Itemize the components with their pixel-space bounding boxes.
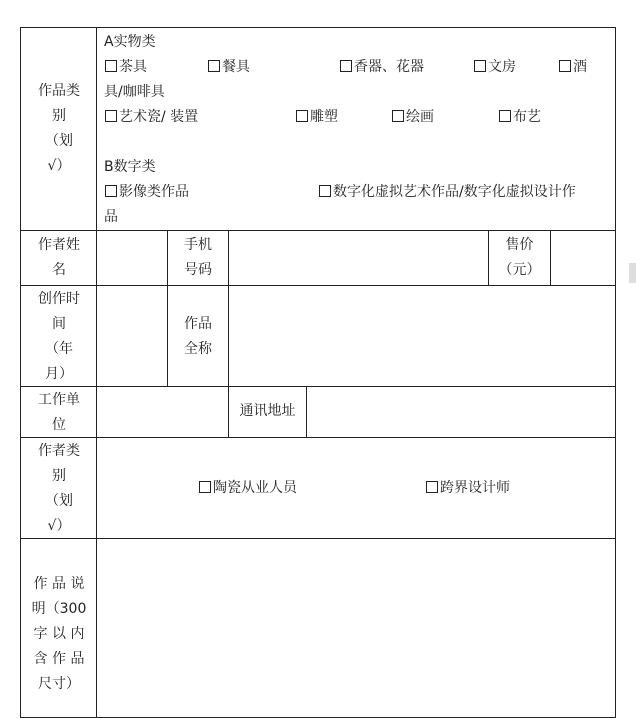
checkbox-icon — [392, 110, 404, 122]
group-b-title: B数字类 — [104, 159, 156, 175]
option-tea-set[interactable]: 茶具 — [105, 55, 147, 80]
author-type-label-cell — [20, 437, 97, 539]
option-crossover-designer[interactable]: 跨界设计师 — [426, 476, 510, 501]
option-ceramic-practitioner[interactable]: 陶瓷从业人员 — [199, 476, 297, 501]
option-tableware[interactable]: 餐具 — [208, 55, 250, 80]
author-type-label: 作者类 别 （划 √） — [38, 443, 80, 534]
checkbox-icon — [199, 481, 211, 493]
option-wine[interactable]: 酒 — [559, 55, 587, 80]
category-label: 作品类 别 （划 √） — [38, 83, 80, 174]
group-a-title: A实物类 — [104, 34, 156, 50]
address-input[interactable] — [306, 386, 616, 438]
scrollbar-marker — [629, 263, 636, 283]
description-input[interactable] — [96, 538, 616, 718]
creation-time-label: 创作时 间 （年 月） — [38, 291, 80, 382]
checkbox-icon — [474, 60, 486, 72]
checkbox-icon — [208, 60, 220, 72]
option-digital-virtual[interactable]: 数字化虚拟艺术作品/数字化虚拟设计作 — [319, 180, 576, 205]
option-painting[interactable]: 绘画 — [392, 105, 434, 130]
option-stationery[interactable]: 文房 — [474, 55, 516, 80]
creation-time-label-cell — [20, 285, 97, 387]
author-name-label-cell — [20, 230, 97, 286]
category-options-cell — [96, 27, 616, 231]
phone-label-cell — [167, 230, 229, 286]
checkbox-icon — [340, 60, 352, 72]
price-label-cell — [488, 230, 551, 286]
address-label: 通讯地址 — [239, 403, 296, 419]
checkbox-icon — [499, 110, 511, 122]
work-fullname-label-cell — [167, 285, 229, 387]
author-name-input[interactable] — [96, 230, 168, 286]
work-fullname-input[interactable] — [228, 285, 616, 387]
checkbox-icon — [426, 481, 438, 493]
checkbox-icon — [105, 185, 117, 197]
work-unit-label-cell — [20, 386, 97, 438]
checkbox-icon — [105, 60, 117, 72]
option-wine-wrap: 具/咖啡具 — [104, 84, 165, 100]
checkbox-icon — [319, 185, 331, 197]
author-name-label: 作者姓 名 — [38, 237, 80, 278]
option-sculpture[interactable]: 雕塑 — [296, 105, 338, 130]
option-art-porcelain[interactable]: 艺术瓷/ 装置 — [105, 105, 198, 130]
creation-time-input[interactable] — [96, 285, 168, 387]
option-video-work[interactable]: 影像类作品 — [105, 180, 189, 205]
application-form — [20, 27, 616, 707]
author-type-options-cell — [96, 437, 616, 539]
phone-input[interactable] — [228, 230, 489, 286]
category-label-cell — [20, 27, 97, 231]
checkbox-icon — [296, 110, 308, 122]
checkbox-icon — [105, 110, 117, 122]
description-label-cell — [20, 538, 97, 718]
address-label-cell — [228, 386, 307, 438]
work-fullname-label: 作品 全称 — [184, 316, 212, 357]
option-digital-wrap: 品 — [104, 209, 118, 225]
price-input[interactable] — [550, 230, 616, 286]
checkbox-icon — [559, 60, 571, 72]
option-incense-flower[interactable]: 香器、花器 — [340, 55, 424, 80]
work-unit-label: 工作单 位 — [38, 392, 80, 433]
description-label: 作 品 说 明（300 字 以 内 含 作 品 尺寸） — [31, 576, 87, 692]
phone-label: 手机 号码 — [184, 237, 212, 278]
price-label: 售价 （元） — [498, 237, 541, 278]
option-fabric-art[interactable]: 布艺 — [499, 105, 541, 130]
work-unit-input[interactable] — [96, 386, 229, 438]
